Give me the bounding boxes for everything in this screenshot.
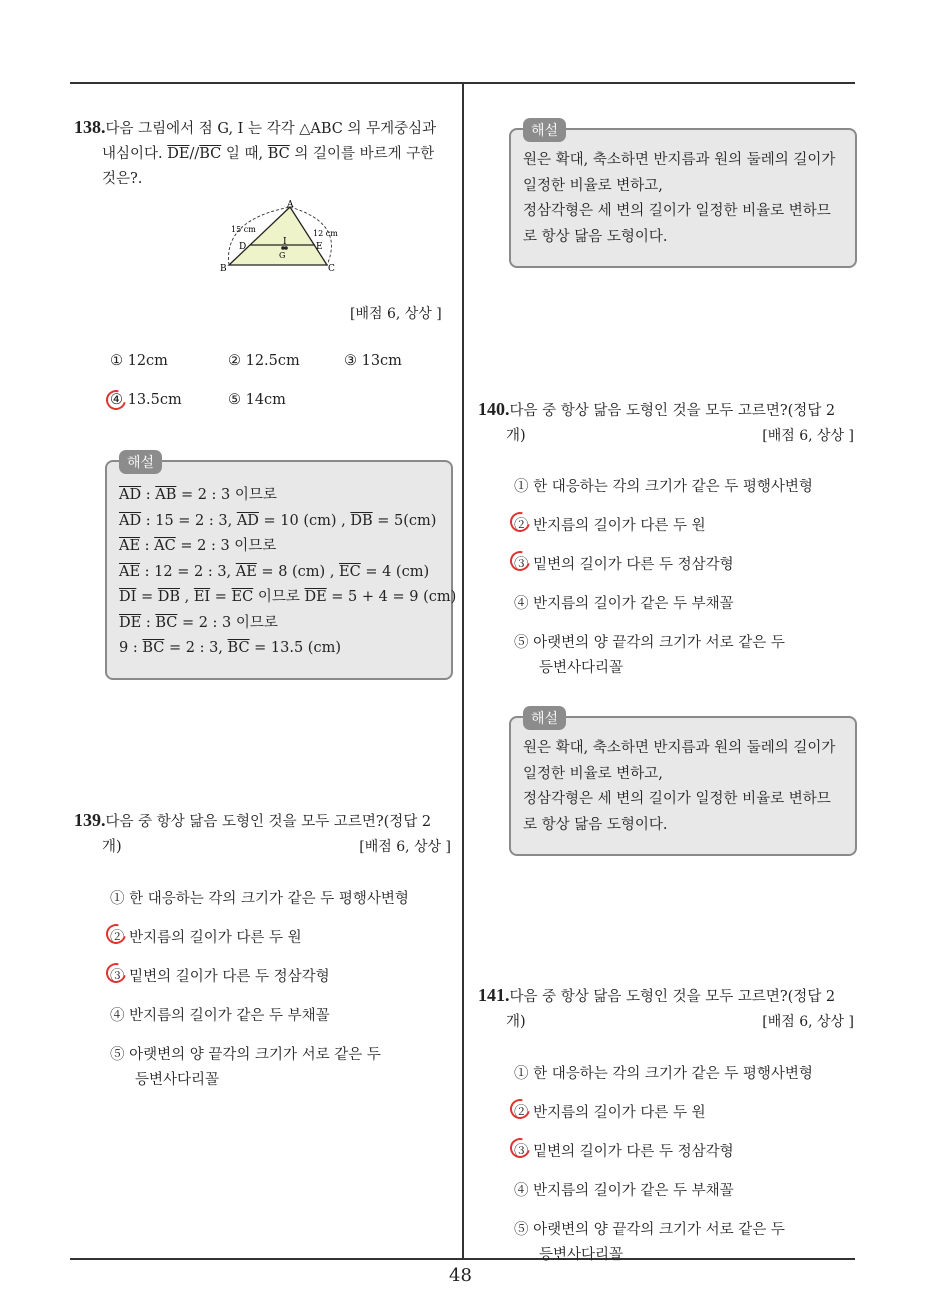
option-140-2[interactable]: ② 반지름의 길이가 다른 두 원 bbox=[514, 518, 706, 534]
option-141-5[interactable]: ⑤ 아랫변의 양 끝각의 크기가 서로 같은 두 bbox=[514, 1222, 785, 1238]
question-number: 141. bbox=[478, 985, 510, 1005]
option-140-3[interactable]: ③ 밑변의 길이가 다른 두 정삼각형 bbox=[514, 557, 734, 573]
option-140-4[interactable]: ④ 반지름의 길이가 같은 두 부채꼴 bbox=[514, 596, 734, 612]
length-left: 15 cm bbox=[231, 225, 256, 234]
label-g: G bbox=[279, 251, 286, 260]
explanation-line: 정삼각형은 세 변의 길이가 일정한 비율로 변하므 bbox=[523, 791, 831, 807]
option-139-5-cont: 등변사다리꼴 bbox=[135, 1072, 220, 1088]
option-141-5-cont: 등변사다리꼴 bbox=[539, 1247, 624, 1263]
question-number: 138. bbox=[74, 117, 106, 137]
explanation-line: $\overline{AD}$ : $\overline{AB} = 2$ : 3 이므로 bbox=[119, 487, 277, 503]
label-a: A bbox=[287, 200, 294, 210]
question-141 bbox=[478, 983, 858, 1035]
explanation-line: $\overline{AE}$ : 12 = 2 : 3, $\overline{AE} = 8$ (cm) , $\overline{EC} = 4$ (cm) bbox=[119, 563, 430, 580]
score-141: [배점 6, 상상 ] bbox=[762, 1014, 854, 1030]
explanation-body bbox=[523, 148, 835, 250]
explanation-body bbox=[119, 483, 456, 662]
option-138-4[interactable]: ④ 13.5cm bbox=[110, 392, 182, 408]
question-139 bbox=[74, 808, 459, 860]
explanation-tag: 해설 bbox=[523, 118, 566, 142]
column-divider bbox=[462, 82, 464, 1260]
option-139-4[interactable]: ④ 반지름의 길이가 같은 두 부채꼴 bbox=[110, 1008, 330, 1024]
label-d: D bbox=[239, 242, 247, 252]
option-138-3[interactable]: ③ 13cm bbox=[344, 353, 402, 369]
bottom-rule bbox=[70, 1258, 855, 1260]
question-139-line1: 139.다음 중 항상 닮음 도형인 것을 모두 고르면?(정답 2 bbox=[74, 810, 432, 830]
score-139: [배점 6, 상상 ] bbox=[359, 839, 451, 855]
question-138 bbox=[74, 115, 459, 192]
explanation-line: 정삼각형은 세 변의 길이가 일정한 비율로 변하므 bbox=[523, 203, 831, 219]
length-right: 12 cm bbox=[313, 229, 338, 238]
explanation-line: 로 항상 닮음 도형이다. bbox=[523, 228, 668, 245]
option-140-1[interactable]: ① 한 대응하는 각의 크기가 같은 두 평행사변형 bbox=[514, 479, 813, 495]
explanation-tag: 해설 bbox=[523, 706, 566, 730]
explanation-line: $\overline{DI} = \overline{DB}$ , $\overline{EI} = \overline{EC}$ 이므로 $\overline{DE} = 5 + 4 = 9$ (cm) bbox=[119, 589, 457, 605]
option-138-5[interactable]: ⑤ 14cm bbox=[228, 392, 286, 408]
score-138: [배점 6, 상상 ] bbox=[350, 306, 442, 322]
question-140 bbox=[478, 397, 858, 449]
option-139-3[interactable]: ③ 밑변의 길이가 다른 두 정삼각형 bbox=[110, 969, 330, 985]
explanation-box-138 bbox=[105, 455, 457, 680]
question-140-line2: 개) [배점 6, 상상 ] bbox=[478, 424, 858, 449]
option-141-1[interactable]: ① 한 대응하는 각의 크기가 같은 두 평행사변형 bbox=[514, 1066, 813, 1082]
option-140-5[interactable]: ⑤ 아랫변의 양 끝각의 크기가 서로 같은 두 bbox=[514, 635, 785, 651]
explanation-line: $\overline{AD}$ : 15 = 2 : 3, $\overline{AD} = 10$ (cm) , $\overline{DB} = 5(cm)$ bbox=[119, 512, 437, 529]
explanation-line: 로 항상 닮음 도형이다. bbox=[523, 816, 668, 833]
explanation-box-139 bbox=[509, 123, 857, 268]
score-140: [배점 6, 상상 ] bbox=[762, 428, 854, 444]
explanation-box-140 bbox=[509, 711, 857, 856]
question-number: 139. bbox=[74, 810, 106, 830]
option-140-5-cont: 등변사다리꼴 bbox=[539, 660, 624, 676]
question-141-line1: 141.다음 중 항상 닮음 도형인 것을 모두 고르면?(정답 2 bbox=[478, 985, 836, 1005]
explanation-line: 원은 확대, 축소하면 반지름과 원의 둘레의 길이가 bbox=[523, 152, 836, 168]
explanation-line: 9 : $\overline{BC} = 2$ : 3, $\overline{BC} = 13.5$ (cm) bbox=[119, 640, 341, 656]
option-138-1[interactable]: ① 12cm bbox=[110, 353, 168, 369]
label-i: I bbox=[283, 237, 287, 247]
question-139-line2: 개) [배점 6, 상상 ] bbox=[74, 835, 459, 860]
question-138-line1: 138.다음 그림에서 점 G, I 는 각각 △ABC 의 무게중심과 bbox=[74, 117, 437, 137]
question-141-line2: 개) [배점 6, 상상 ] bbox=[478, 1010, 858, 1035]
option-139-1[interactable]: ① 한 대응하는 각의 크기가 같은 두 평행사변형 bbox=[110, 891, 409, 907]
option-138-2[interactable]: ② 12.5cm bbox=[228, 353, 300, 369]
option-141-2[interactable]: ② 반지름의 길이가 다른 두 원 bbox=[514, 1105, 706, 1121]
explanation-line: 원은 확대, 축소하면 반지름과 원의 둘레의 길이가 bbox=[523, 740, 836, 756]
question-138-line3: 것은?. bbox=[102, 171, 143, 187]
answer-mark-icon bbox=[102, 386, 129, 413]
explanation-line: 일정한 비율로 변하고, bbox=[523, 177, 663, 194]
option-139-2[interactable]: ② 반지름의 길이가 다른 두 원 bbox=[110, 930, 302, 946]
explanation-body bbox=[523, 736, 835, 838]
explanation-line: $\overline{DE}$ : $\overline{BC} = 2$ : 3 이므로 bbox=[119, 614, 278, 631]
option-141-4[interactable]: ④ 반지름의 길이가 같은 두 부채꼴 bbox=[514, 1183, 734, 1199]
question-number: 140. bbox=[478, 399, 510, 419]
option-139-5[interactable]: ⑤ 아랫변의 양 끝각의 크기가 서로 같은 두 bbox=[110, 1047, 381, 1063]
label-c: C bbox=[328, 264, 335, 274]
label-b: B bbox=[220, 264, 227, 274]
explanation-line: $\overline{AE}$ : $\overline{AC} = 2$ : 3 이므로 bbox=[119, 538, 277, 554]
explanation-tag: 해설 bbox=[119, 450, 162, 474]
page-number: 48 bbox=[449, 1265, 472, 1286]
triangle-figure bbox=[215, 198, 345, 278]
question-138-line2: 내심이다. $\overline{DE}//\overline{BC}$ 일 때, $\overline{BC}$ 의 길이를 바르게 구한 bbox=[102, 146, 435, 162]
question-140-line1: 140.다음 중 항상 닮음 도형인 것을 모두 고르면?(정답 2 bbox=[478, 399, 836, 419]
option-141-3[interactable]: ③ 밑변의 길이가 다른 두 정삼각형 bbox=[514, 1144, 734, 1160]
label-e: E bbox=[316, 242, 323, 252]
explanation-line: 일정한 비율로 변하고, bbox=[523, 765, 663, 782]
